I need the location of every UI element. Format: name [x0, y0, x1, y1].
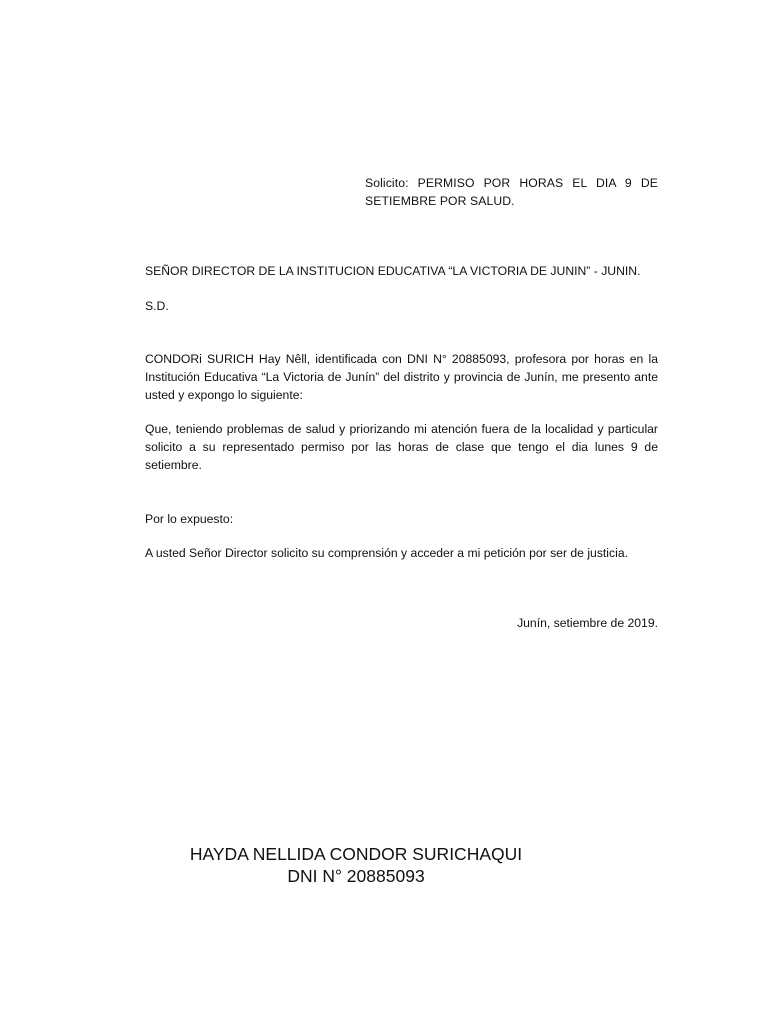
closing-request: A usted Señor Director solicito su comprensión y acceder a mi petición por ser de justicia.	[145, 546, 628, 560]
salutation: S.D.	[145, 299, 169, 313]
signatory-dni: DNI N° 20885093	[287, 866, 425, 886]
date-line: Junín, setiembre de 2019.	[517, 616, 658, 630]
por-lo-expuesto-heading: Por lo expuesto:	[145, 512, 234, 526]
signatory-name: HAYDA NELLIDA CONDOR SURICHAQUI	[189, 844, 523, 864]
addressee-line: SEÑOR DIRECTOR DE LA INSTITUCION EDUCATIVA “LA VICTORIA DE JUNIN” - JUNIN.	[145, 264, 641, 278]
reason-paragraph: Que, teniendo problemas de salud y priorizando mi atención fuera de la localidad y particular solicito a su representado permiso por las horas de clase que tengo el dia lunes 9 de setiembre.	[145, 422, 658, 472]
request-subject: Solicito: PERMISO POR HORAS EL DIA 9 DE SETIEMBRE POR SALUD.	[365, 176, 658, 208]
signature-block	[0, 843, 712, 887]
introduction-paragraph: CONDORi SURICH Hay Nêll, identificada con DNI N° 20885093, profesora por horas en la Institución Educativa “La Victoria de Junín” del distrito y provincia de Junín, me presento ante usted y expongo lo siguiente:	[145, 352, 658, 402]
